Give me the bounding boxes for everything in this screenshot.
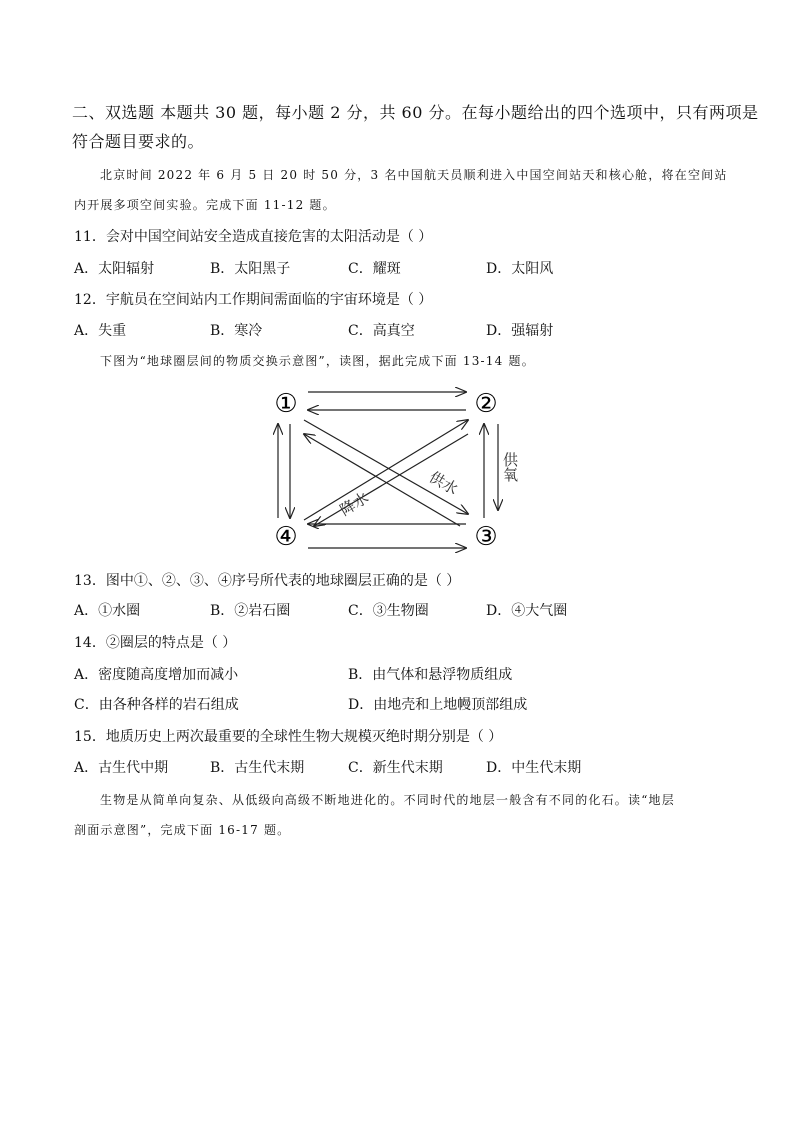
arrow-1-to-3 [304, 420, 468, 514]
intro1-line1: 北京时间 2022 年 6 月 5 日 20 时 50 分，3 名中国航天员顺利进入中国空间站天和核心舱，将在空间站 [100, 168, 728, 182]
arrow-4-to-2 [304, 420, 468, 520]
q12-option-d: D．强辐射 [486, 323, 554, 339]
intro3-line2: 剖面示意图”，完成下面 16-17 题。 [74, 823, 291, 837]
node-4: ④ [274, 522, 298, 552]
q15-option-c: C．新生代末期 [348, 760, 443, 776]
q12-stem: 12．宇航员在空间站内工作期间需面临的宇宙环境是（ ） [74, 292, 433, 308]
node-3: ③ [474, 522, 498, 552]
intro1-line2: 内开展多项空间实验。完成下面 11-12 题。 [74, 198, 336, 212]
intro3-line1: 生物是从简单向复杂、从低级向高级不断地进化的。不同时代的地层一般含有不同的化石。读“地层 [100, 793, 675, 807]
q14-option-b: B．由气体和悬浮物质组成 [348, 667, 513, 683]
q15-option-b: B．古生代末期 [210, 760, 305, 776]
node-2: ② [474, 389, 498, 419]
sphere-exchange-diagram [260, 380, 540, 560]
intro2-line1: 下图为“地球圈层间的物质交换示意图”，读图，据此完成下面 13-14 题。 [100, 354, 535, 368]
q11-option-d: D．太阳风 [486, 261, 554, 277]
q11-option-a: A．太阳辐射 [74, 261, 155, 277]
q13-option-c: C．③生物圈 [348, 603, 429, 619]
section-heading-line1: 二、双选题 本题共 30 题，每小题 2 分，共 60 分。在每小题给出的四个选项中，只有两项是 [72, 103, 759, 122]
q13-option-b: B．②岩石圈 [210, 603, 291, 619]
label-supply-water: 供水 [426, 467, 461, 499]
label-precipitation: 降水 [336, 488, 372, 520]
q12-option-c: C．高真空 [348, 323, 415, 339]
q11-option-b: B．太阳黑子 [210, 261, 291, 277]
label-supply-oxygen: 供氧 [501, 452, 519, 482]
q13-stem: 13．图中①、②、③、④序号所代表的地球圈层正确的是（ ） [74, 573, 461, 589]
q15-stem: 15．地质历史上两次最重要的全球性生物大规模灭绝时期分别是（ ） [74, 729, 503, 745]
q11-stem: 11．会对中国空间站安全造成直接危害的太阳活动是（ ） [74, 229, 433, 245]
q15-option-d: D．中生代末期 [486, 760, 582, 776]
q15-option-a: A．古生代中期 [74, 760, 169, 776]
q13-option-a: A．①水圈 [74, 603, 141, 619]
q14-stem: 14．②圈层的特点是（ ） [74, 635, 237, 651]
q14-option-a: A．密度随高度增加而减小 [74, 667, 239, 683]
node-1: ① [274, 389, 298, 419]
q11-option-c: C．耀斑 [348, 261, 401, 277]
q12-option-a: A．失重 [74, 323, 127, 339]
section-heading-line2: 符合题目要求的。 [72, 132, 205, 151]
q12-option-b: B．寒冷 [210, 323, 263, 339]
q14-option-d: D．由地壳和上地幔顶部组成 [348, 697, 528, 713]
q13-option-d: D．④大气圈 [486, 603, 568, 619]
q14-option-c: C．由各种各样的岩石组成 [74, 697, 239, 713]
